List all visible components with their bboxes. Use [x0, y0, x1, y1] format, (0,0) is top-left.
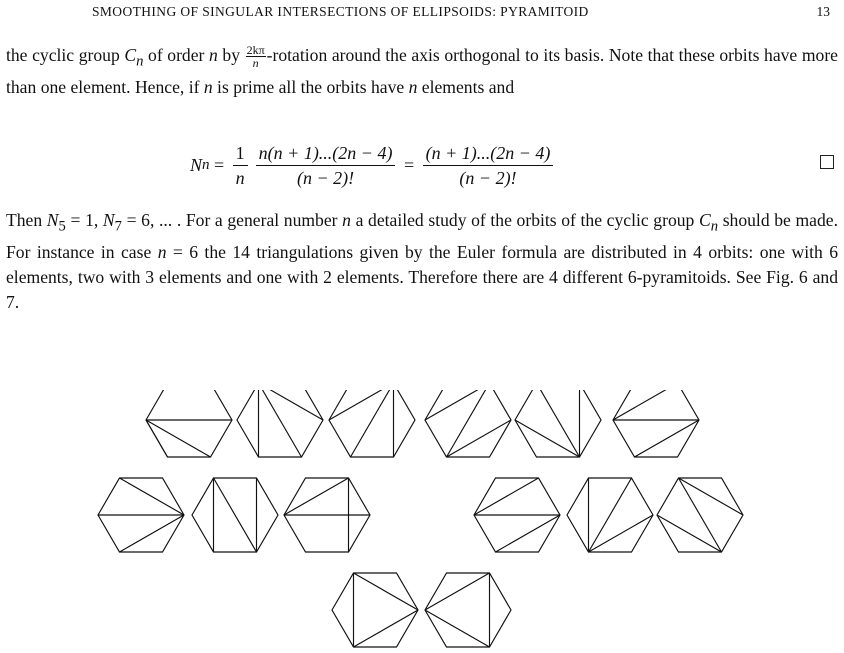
- triangulated-hexagon: [284, 478, 370, 552]
- text-run: should be made. For instance in case: [6, 210, 838, 262]
- math-n: n: [203, 76, 213, 97]
- diagonal-line: [354, 573, 419, 610]
- math-n: n: [235, 167, 245, 188]
- diagonal-line: [537, 390, 580, 457]
- math-expression: (n − 2)!: [459, 167, 517, 188]
- hexagon-outline: [425, 573, 511, 647]
- hexagon-outline: [329, 390, 415, 457]
- diagonal-line: [329, 390, 394, 420]
- page-number: 13: [816, 4, 830, 19]
- diagonal-line: [515, 420, 580, 457]
- diagonal-line: [425, 573, 490, 610]
- running-title: SMOOTHING OF SINGULAR INTERSECTIONS OF ELLIPSOIDS: PYRAMITOID: [92, 4, 589, 19]
- paragraph-1: [6, 43, 838, 100]
- hexagon-outline: [613, 390, 699, 457]
- equals-sign: =: [399, 154, 419, 175]
- diagonal-line: [657, 515, 722, 552]
- diagonal-line: [351, 390, 394, 457]
- math-C: C: [124, 45, 137, 65]
- diagonal-line: [146, 420, 211, 457]
- triangulated-hexagon: [329, 390, 415, 457]
- triangulated-hexagon: [515, 390, 601, 457]
- math-N: N: [102, 210, 115, 230]
- diagonal-line: [613, 390, 678, 420]
- triangulated-hexagon: [474, 478, 560, 552]
- math-expression: (n − 2)!: [296, 167, 355, 188]
- display-equation: [190, 140, 557, 190]
- diagonal-line: [284, 478, 349, 515]
- triangulated-hexagon: [657, 478, 743, 552]
- text-run: by: [217, 45, 245, 65]
- math-n: n: [252, 56, 259, 71]
- diagonal-line: [214, 478, 257, 552]
- text-run: the cyclic group: [6, 45, 125, 65]
- hexagon-triangulations-figure: [0, 390, 844, 653]
- math-subscript: n: [136, 53, 144, 70]
- text-run: = 6 the 14 triangulations given by the Euler formula are distributed in 4 orbits: one with 6 elements, two with 3 elements and one with 2 elements. Therefore there are 4 different 6-pyramitoids. See Fig. 6 and 7.: [6, 241, 839, 312]
- text-run: = 6, ... . For a general number: [121, 210, 343, 230]
- diagonal-line: [474, 478, 539, 515]
- text-run: a detailed study of the orbits of the cyclic group: [350, 210, 699, 230]
- paragraph-2: [6, 208, 838, 315]
- equals-sign: =: [209, 154, 229, 175]
- equation-lhs: N: [190, 154, 203, 175]
- diagonal-line: [496, 515, 561, 552]
- math-n: n: [157, 241, 167, 262]
- triangulated-hexagon: [613, 390, 699, 457]
- diagonal-line: [425, 390, 490, 420]
- fraction-denominator: [246, 57, 266, 69]
- triangulated-hexagon: [237, 390, 323, 457]
- math-N: N: [46, 210, 59, 230]
- text-run: Then: [6, 210, 47, 230]
- fraction-one-over-n: [233, 143, 248, 188]
- triangulated-hexagon: [98, 478, 184, 552]
- diagonal-line: [354, 610, 419, 647]
- math-subscript: n: [710, 218, 719, 235]
- fraction-numerator: [423, 143, 554, 166]
- fraction-result: [423, 143, 554, 188]
- text-run: is prime all the orbits have: [212, 76, 409, 97]
- triangulated-hexagon: [332, 573, 418, 647]
- triangulated-hexagon: [146, 390, 232, 457]
- fraction-denominator: [294, 166, 357, 188]
- fraction-numerator: [256, 143, 396, 166]
- fraction-denominator: [233, 166, 248, 188]
- diagonal-line: [589, 478, 632, 552]
- page-header: [0, 0, 844, 28]
- diagonal-line: [259, 390, 302, 457]
- hexagon-outline: [332, 573, 418, 647]
- text-run: = 1,: [65, 210, 103, 230]
- text-run: -rotation around the axis orthogonal to its basis. Note that these orbits have more than one element. Hence, if: [6, 45, 838, 97]
- diagonal-line: [120, 515, 185, 552]
- diagonal-line: [120, 478, 185, 515]
- math-n: n: [408, 76, 418, 97]
- math-C: C: [698, 210, 711, 230]
- hexagon-outline: [515, 390, 601, 457]
- hexagon-outline: [237, 390, 323, 457]
- diagonal-line: [679, 478, 744, 515]
- math-expression: (n + 1)...(2n − 4): [425, 142, 551, 163]
- fraction-numerator: 2kπ: [246, 43, 265, 58]
- fraction-denominator: [456, 166, 519, 188]
- math-n: n: [342, 210, 351, 230]
- diagonal-line: [447, 390, 490, 457]
- equation-lhs-subscript: n: [202, 156, 210, 173]
- diagonal-line: [589, 515, 654, 552]
- math-subscript: 7: [114, 218, 122, 235]
- hexagon-outline: [425, 390, 511, 457]
- inline-fraction: [246, 44, 266, 69]
- diagonal-line: [679, 478, 722, 552]
- triangulated-hexagon: [425, 390, 511, 457]
- diagonal-line: [425, 610, 490, 647]
- fraction-product: [256, 143, 396, 188]
- triangulated-hexagon: [425, 573, 511, 647]
- triangulated-hexagon: [567, 478, 653, 552]
- hexagon-outline: [146, 390, 232, 457]
- math-n: n: [209, 45, 218, 65]
- diagonal-line: [447, 420, 512, 457]
- triangulated-hexagon: [192, 478, 278, 552]
- text-run: elements and: [417, 76, 515, 97]
- text-run: of order: [143, 45, 209, 65]
- qed-square-icon: [820, 155, 834, 169]
- fraction-numerator: 1: [233, 143, 248, 166]
- diagonal-line: [259, 390, 324, 420]
- math-subscript: 5: [58, 218, 66, 235]
- math-expression: n(n + 1)...(2n − 4): [258, 142, 393, 163]
- diagonal-line: [635, 420, 700, 457]
